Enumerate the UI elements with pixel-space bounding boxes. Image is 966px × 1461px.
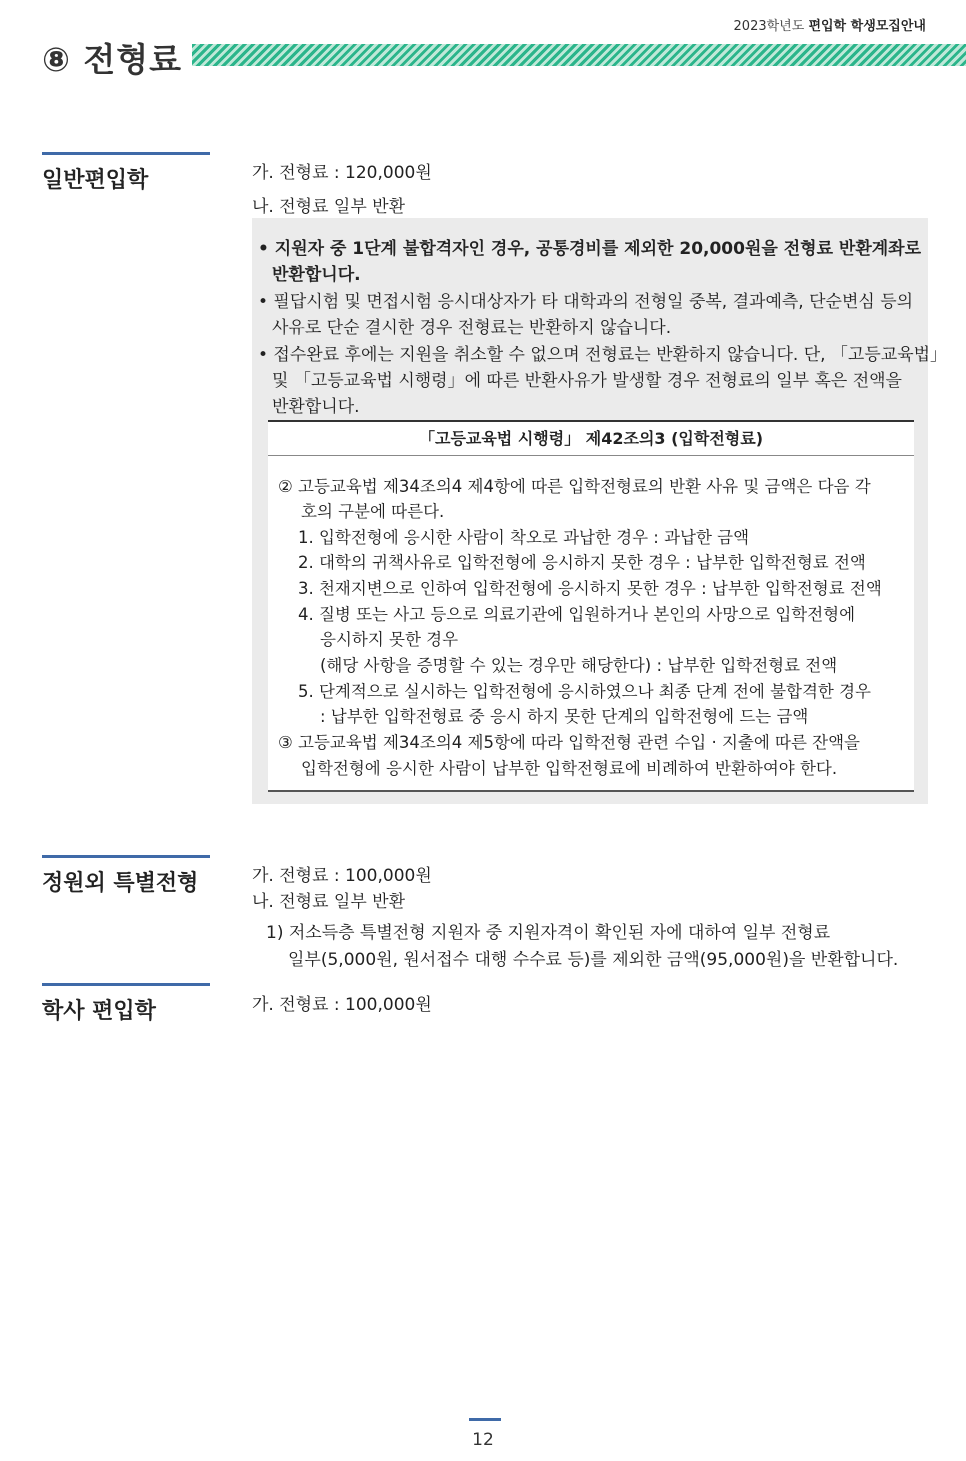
special-fee: 가. 전형료 : 100,000원 — [252, 866, 432, 886]
page-number: 12 — [472, 1430, 494, 1450]
law-line: 5. 단계적으로 실시하는 입학전형에 응시하였으나 최종 단계 전에 불합격한 경우 — [298, 682, 871, 701]
section-title-hatch-bar — [192, 44, 966, 66]
category-label: 일반편입학 — [42, 168, 149, 193]
header-guide-title: 편입학 학생모집안내 — [808, 19, 926, 34]
law-line: (해당 사항을 증명할 수 있는 경우만 해당한다) : 납부한 입학전형료 전액 — [320, 656, 838, 675]
header-year: 2023학년도 — [733, 19, 805, 34]
page-number-marker — [469, 1418, 501, 1421]
law-line: ③ 고등교육법 제34조의4 제5항에 따라 입학전형 관련 수입 · 지출에 따른 잔액을 — [278, 733, 860, 752]
notice-line: 사유로 단순 결시한 경우 전형료는 반환하지 않습니다. — [272, 318, 672, 338]
bachelor-fee: 가. 전형료 : 100,000원 — [252, 995, 432, 1015]
category-general-transfer — [42, 152, 210, 194]
category-label: 학사 편입학 — [42, 999, 156, 1024]
notice-line: • 지원자 중 1단계 불합격자인 경우, 공통경비를 제외한 20,000원을 전형료 반환계좌로 — [258, 239, 922, 259]
special-refund-heading: 나. 전형료 일부 반환 — [252, 892, 405, 912]
special-refund-item: 1) 저소득층 특별전형 지원자 중 지원자격이 확인된 자에 대하여 일부 전형료 — [266, 923, 831, 943]
law-line: 4. 질병 또는 사고 등으로 의료기관에 입원하거나 본인의 사망으로 입학전형에 — [298, 605, 856, 624]
notice-line: • 필답시험 및 면접시험 응시대상자가 타 대학과의 전형일 중복, 결과예측, 단순변심 등의 — [258, 292, 914, 312]
general-fee: 가. 전형료 : 120,000원 — [252, 163, 432, 183]
general-refund-heading: 나. 전형료 일부 반환 — [252, 197, 405, 217]
notice-line: 반환합니다. — [272, 265, 361, 285]
law-line: 입학전형에 응시한 사람이 납부한 입학전형료에 비례하여 반환하여야 한다. — [301, 759, 838, 778]
section-title: ⑧ 전형료 — [42, 40, 183, 79]
section-heading — [42, 34, 182, 81]
document-header — [734, 15, 926, 34]
notice-line: • 접수완료 후에는 지원을 취소할 수 없으며 전형료는 반환하지 않습니다. 단, 「고등교육법」 — [258, 345, 948, 365]
law-line: 호의 구분에 따른다. — [301, 502, 445, 521]
law-line: 3. 천재지변으로 인하여 입학전형에 응시하지 못한 경우 : 납부한 입학전형료 전액 — [298, 579, 882, 598]
category-bachelor-transfer — [42, 983, 210, 1025]
category-special-admission — [42, 855, 210, 897]
category-label: 정원외 특별전형 — [42, 871, 199, 896]
law-line: 응시하지 못한 경우 — [320, 630, 459, 649]
notice-line: 반환합니다. — [272, 397, 360, 417]
law-line: 2. 대학의 귀책사유로 입학전형에 응시하지 못한 경우 : 납부한 입학전형료 전액 — [298, 553, 866, 572]
special-refund-item: 일부(5,000원, 원서접수 대행 수수료 등)를 제외한 금액(95,000원)을 반환합니다. — [288, 950, 899, 970]
law-line: 1. 입학전형에 응시한 사람이 착오로 과납한 경우 : 과납한 금액 — [298, 528, 750, 547]
law-line: ② 고등교육법 제34조의4 제4항에 따른 입학전형료의 반환 사유 및 금액은 다음 각 — [278, 477, 871, 496]
law-excerpt-title: 「고등교육법 시행령」 제42조의3 (입학전형료) — [268, 422, 914, 456]
law-line: : 납부한 입학전형료 중 응시 하지 못한 단계의 입학전형에 드는 금액 — [320, 707, 809, 726]
notice-line: 및 「고등교육법 시행령」에 따른 반환사유가 발생할 경우 전형료의 일부 혹은 전액을 — [272, 371, 902, 391]
